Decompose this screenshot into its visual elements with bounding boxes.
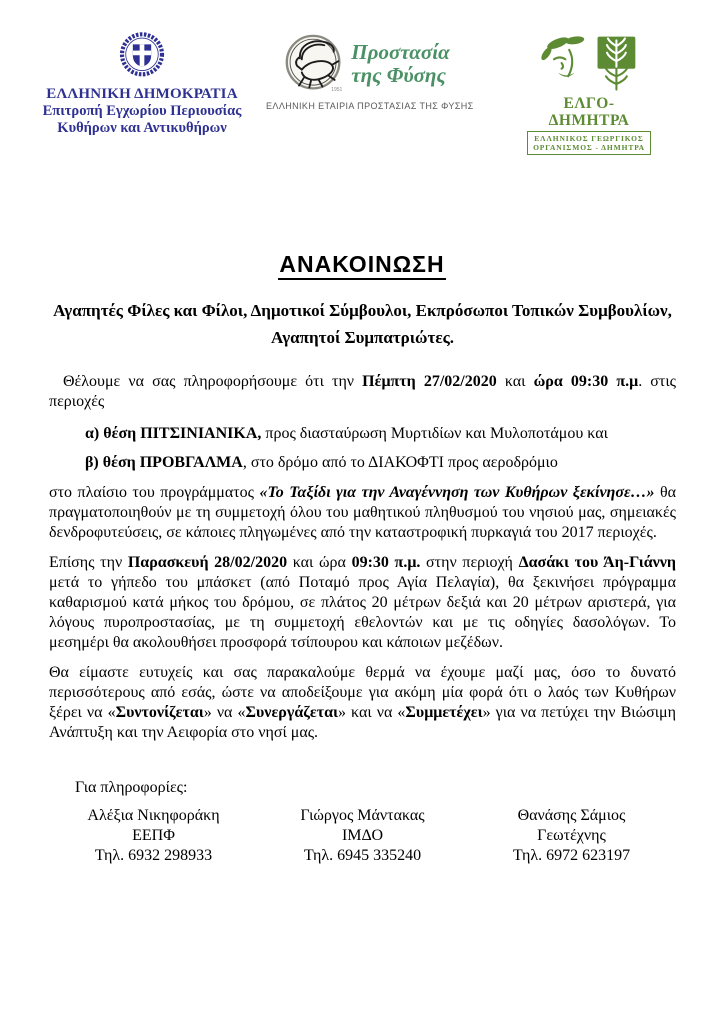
eepf-title	[351, 41, 449, 87]
contacts-row	[49, 806, 676, 866]
contact-card	[258, 806, 467, 866]
greeting: Αγαπητές Φίλες και Φίλοι, Δημοτικοί Σύμβουλοι, Εκπρόσωποι Τοπικών Συμβουλίων, Αγαπητοί Συμπατριώτες.	[53, 301, 672, 347]
elgo-subtitle-line2: ΟΡΓΑΝΙΣΜΟΣ - ΔΗΜΗΤΡΑ	[533, 143, 645, 152]
document-body	[49, 372, 676, 866]
org-eepf	[266, 32, 474, 111]
org1-line2: Επιτροπή Εγχωρίου Περιουσίας	[42, 103, 242, 119]
eepf-title-line2: της Φύσης	[351, 63, 446, 87]
org-hellenic-republic	[36, 30, 248, 137]
paragraph-program: στο πλαίσιο του προγράμματος «Το Ταξίδι για την Αναγέννηση των Κυθήρων ξεκίνησε…» θα πραγματοποιηθούν με τη συμμετοχή όλου του μαθητικού πληθυσμού του νησιού μας, σημειακές δενδροφυτεύσεις, σε κάποιες πληγωμένες από την καταστροφική πυρκαγιά του 2017 περιοχές.	[49, 484, 677, 541]
contact-org: ΕΕΠΦ	[132, 827, 175, 844]
contact-name: Θανάσης Σάμιος	[517, 807, 626, 824]
contact-name: Γιώργος Μάντακας	[300, 807, 425, 824]
wheat-face-icon	[537, 34, 641, 94]
org-elgo-dimitra	[527, 34, 651, 155]
info-label: Για πληροφορίες:	[75, 779, 188, 796]
contact-phone: Τηλ. 6945 335240	[303, 847, 422, 864]
paragraph-intro: Θέλουμε να σας πληροφορήσουμε ότι την Πέμπτη 27/02/2020 και ώρα 09:30 π.μ. στις περιοχές	[49, 373, 676, 410]
paragraph-appeal: Θα είμαστε ευτυχείς και σας παρακαλούμε θερμά να έχουμε μαζί μας, όσο το δυνατό περισσότερους από εσάς, ώστε να αποδείξουμε για ακόμη μία φορά ότι ο λαός των Κυθήρων ξέρει να «Συντονίζεται» να «Συνεργάζεται» και να «Συμμετέχει» για να πετύχει την Βιώσιμη Ανάπτυξη και την Αειφορία στο νησί μας.	[49, 664, 677, 741]
paragraph-friday: Επίσης την Παρασκευή 28/02/2020 και ώρα 09:30 π.μ. στην περιοχή Δασάκι του Άη-Γιάννη μετά το γήπεδο του μπάσκετ (από Ποταμό προς Αγία Πελαγία), θα ξεκινήσει πρόγραμμα καθαρισμού κατά μήκος του δρόμου, σε πλάτος 20 μέτρων δεξιά και 20 μέτρων αριστερά, για λόγους πυροπροστασίας, με τη συμμετοχή εθελοντών και με τις οδηγίες δασολόγων. Το μεσημέρι θα ακολουθήσει προσφορά τσίπουρου και κάποιων μεζέδων.	[49, 554, 677, 651]
list-item-b: β) θέση ΠΡΟΒΓΑΛΜΑ, στο δρόμο από το ΔΙΑΚΟΦΤΙ προς αεροδρόμιο	[85, 454, 558, 471]
hellenic-republic-emblem-icon	[117, 30, 167, 82]
letterhead	[0, 28, 724, 152]
eepf-subtitle: ΕΛΛΗΝΙΚΗ ΕΤΑΙΡΙΑ ΠΡΟΣΤΑΣΙΑΣ ΤΗΣ ΦΥΣΗΣ	[266, 101, 474, 111]
eepf-logo	[266, 32, 468, 96]
elgo-subtitle-box	[527, 131, 651, 155]
contact-name: Αλέξια Νικηφοράκη	[87, 807, 220, 824]
contact-card	[467, 806, 676, 866]
elgo-name: ΕΛΓΟ-ΔΗΜΗΤΡΑ	[548, 95, 630, 129]
ibex-coin	[284, 32, 344, 96]
document-title: ΑΝΑΚΟΙΝΩΣΗ	[278, 251, 445, 280]
elgo-subtitle-line1: ΕΛΛΗΝΙΚΟΣ ΓΕΩΡΓΙΚΟΣ	[534, 134, 644, 143]
contact-org: ΙΜΔΟ	[341, 827, 384, 844]
eepf-founding-year: 1951	[331, 87, 343, 93]
contact-phone: Τηλ. 6932 298933	[94, 847, 213, 864]
contact-phone: Τηλ. 6972 623197	[512, 847, 631, 864]
contact-card	[49, 806, 258, 866]
org1-line1: ΕΛΛΗΝΙΚΗ ΔΗΜΟΚΡΑΤΙΑ	[46, 86, 238, 102]
contact-org: Γεωτέχνης	[537, 827, 606, 844]
eepf-title-line1: Προστασία	[351, 40, 450, 64]
list-item-a: α) θέση ΠΙΤΣΙΝΙΑΝΙΚΑ, προς διασταύρωση Μυρτιδίων και Μυλοποτάμου και	[85, 425, 608, 442]
title-row	[0, 251, 724, 278]
org1-line3: Κυθήρων και Αντικυθήρων	[57, 120, 227, 136]
